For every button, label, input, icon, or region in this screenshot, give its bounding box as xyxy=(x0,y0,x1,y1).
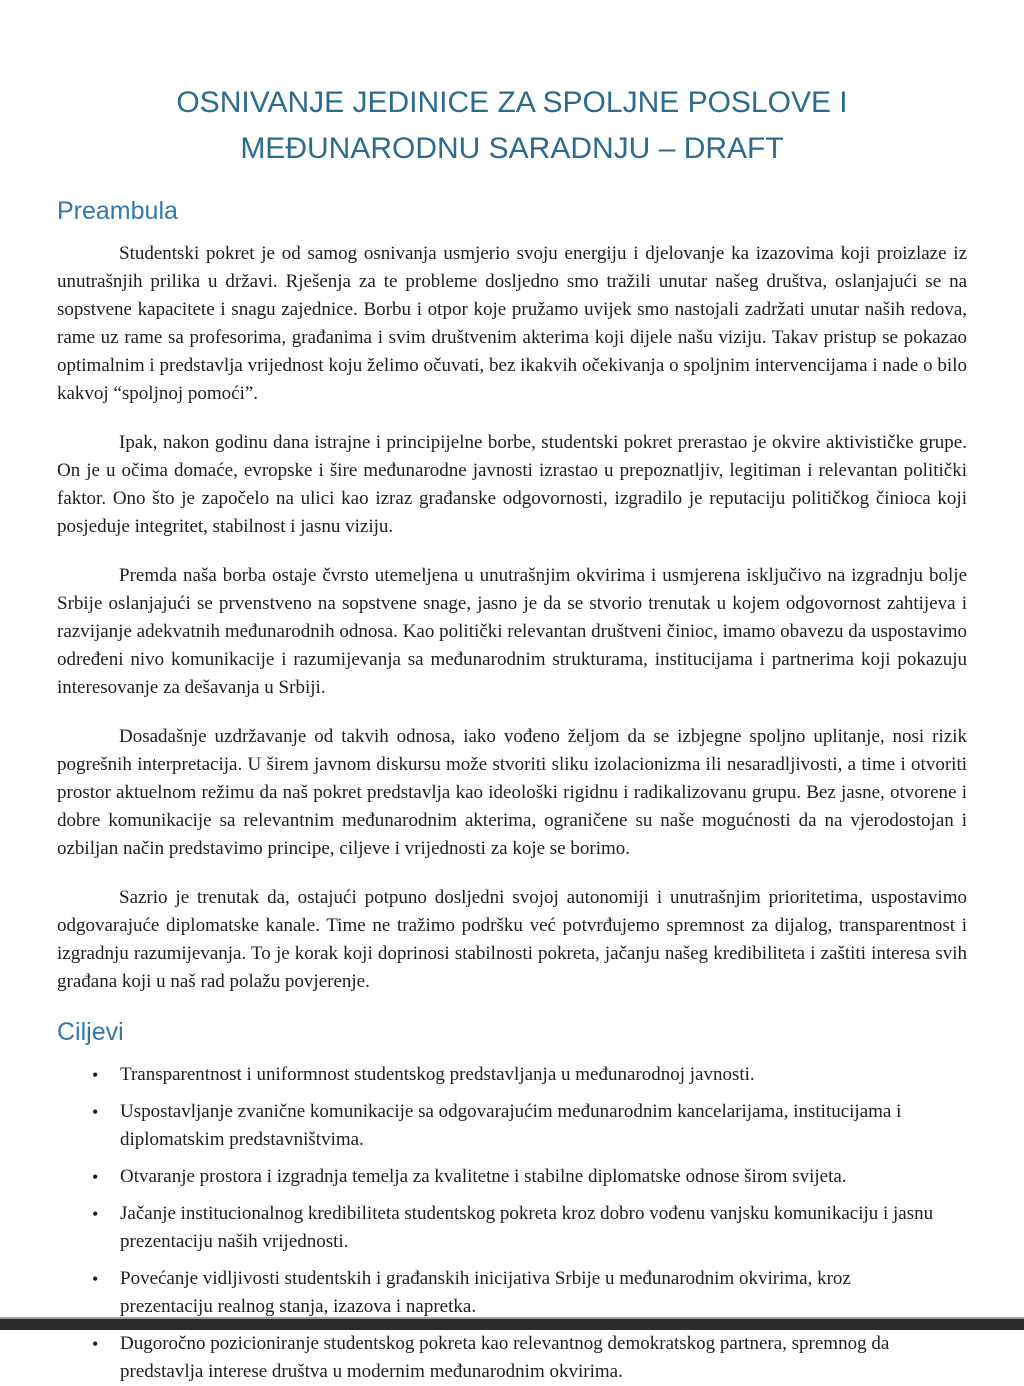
goal-text: Transparentnost i uniformnost studentskog predstavljanja u međunarodnoj javnosti. xyxy=(120,1064,755,1085)
goal-text: Povećanje vidljivosti studentskih i građanskih inicijativa Srbije u međunarodnim okvirima, kroz prezentaciju realnog stanja, izazova i napretka. xyxy=(120,1268,851,1317)
goal-list-item xyxy=(90,1265,947,1321)
bullet-icon: • xyxy=(92,1269,99,1289)
goal-list-item xyxy=(90,1163,947,1191)
paragraph-preambula-5: Sazrio je trenutak da, ostajući potpuno dosljedni svojoj autonomiji i unutrašnjim prioritetima, uspostavimo odgovarajuće diplomatske kanale. Time ne tražimo podršku već potvrđujemo spremnost za dijalog, transparentnost i izgradnju razumijevanja. To je korak koji doprinosi stabilnosti pokreta, jačanju našeg kredibiliteta i zaštiti interesa svih građana koji u naš rad polažu povjerenje. xyxy=(57,887,967,992)
goal-text: Jačanje institucionalnog kredibiliteta studentskog pokreta kroz dobro vođenu vanjsku komunikaciju i jasnu prezentaciju naših vrijednosti. xyxy=(120,1203,934,1252)
goal-text: Otvaranje prostora i izgradnja temelja za kvalitetne i stabilne diplomatske odnose širom svijeta. xyxy=(120,1166,847,1187)
bullet-icon: • xyxy=(92,1204,99,1224)
goals-list xyxy=(57,1061,967,1386)
bullet-icon: • xyxy=(92,1065,99,1085)
document-title xyxy=(67,80,957,172)
bullet-icon: • xyxy=(92,1102,99,1122)
paragraph-preambula-4: Dosadašnje uzdržavanje od takvih odnosa, iako vođeno željom da se izbjegne spoljno uplitanje, nosi rizik pogrešnih interpretacija. U širem javnom diskursu može stvoriti sliku izolacionizma ili nesaradljivosti, a time i otvoriti prostor aktuelnom režimu da naš pokret predstavlja kao ideološki rigidnu i radikalizovanu grupu. Bez jasne, otvorene i dobre komunikacije sa relevantnim međunarodnim akterima, ograničene su naše mogućnosti da na vjerodostojan i ozbiljan način predstavimo principe, ciljeve i vrijednosti za koje se borimo. xyxy=(57,726,967,859)
document-title-line1: OSNIVANJE JEDINICE ZA SPOLJNE POSLOVE I xyxy=(176,86,848,119)
goal-list-item xyxy=(90,1061,947,1089)
section-heading-preambula: Preambula xyxy=(57,197,178,225)
goal-text: Dugoročno pozicioniranje studentskog pokreta kao relevantnog demokratskog partnera, spremnog da predstavlja interese društva u modernim međunarodnim okvirima. xyxy=(120,1333,890,1382)
paragraph-preambula-2: Ipak, nakon godinu dana istrajne i principijelne borbe, studentski pokret prerastao je okvire aktivističke grupe. On je u očima domaće, evropske i šire međunarodne javnosti izrastao u prepoznatljiv, legitiman i relevantan politički faktor. Ono što je započelo na ulici kao izraz građanske odgovornosti, izgradilo je reputaciju političkog činioca koji posjeduje integritet, stabilnost i jasnu viziju. xyxy=(57,432,967,537)
bullet-icon: • xyxy=(92,1334,99,1354)
paragraph-preambula-3: Premda naša borba ostaje čvrsto utemeljena u unutrašnjim okvirima i usmjerena isključivo na izgradnju bolje Srbije oslanjajući se prvenstveno na sopstvene snage, jasno je da se stvorio trenutak u kojem odgovornost zahtijeva i razvijanje adekvatnih međunarodnih odnosa. Kao politički relevantan društveni činioc, imamo obavezu da uspostavimo određeni nivo komunikacije i razumijevanja sa međunarodnim strukturama, institucijama i partnerima koji pokazuju interesovanje za dešavanja u Srbiji. xyxy=(57,565,967,698)
goal-list-item xyxy=(90,1330,947,1386)
section-heading-ciljevi: Ciljevi xyxy=(57,1018,124,1046)
goal-text: Uspostavljanje zvanične komunikacije sa odgovarajućim međunarodnim kancelarijama, institucijama i diplomatskim predstavništvima. xyxy=(120,1101,902,1150)
paragraph-preambula-1: Studentski pokret je od samog osnivanja usmjerio svoju energiju i djelovanje ka izazovima koji proizlaze iz unutrašnjih prilika u državi. Rješenja za te probleme dosljedno smo tražili unutar našeg društva, oslanjajući se na sopstvene kapacitete i snagu zajednice. Borbu i otpor koje pružamo uvijek smo nastojali zadržati unutar naših redova, rame uz rame sa profesorima, građanima i svim društvenim akterima koji dijele našu viziju. Takav pristup se pokazao optimalnim i predstavlja vrijednost koju želimo očuvati, bez ikakvih očekivanja o spoljnim intervencijama i nade o bilo kakvoj “spoljnoj pomoći”. xyxy=(57,243,967,404)
window-bottom-bar xyxy=(0,1317,1024,1330)
bullet-icon: • xyxy=(92,1167,99,1187)
goal-list-item xyxy=(90,1098,947,1154)
document-title-line2: MEĐUNARODNU SARADNJU – DRAFT xyxy=(240,132,784,165)
goal-list-item xyxy=(90,1200,947,1256)
